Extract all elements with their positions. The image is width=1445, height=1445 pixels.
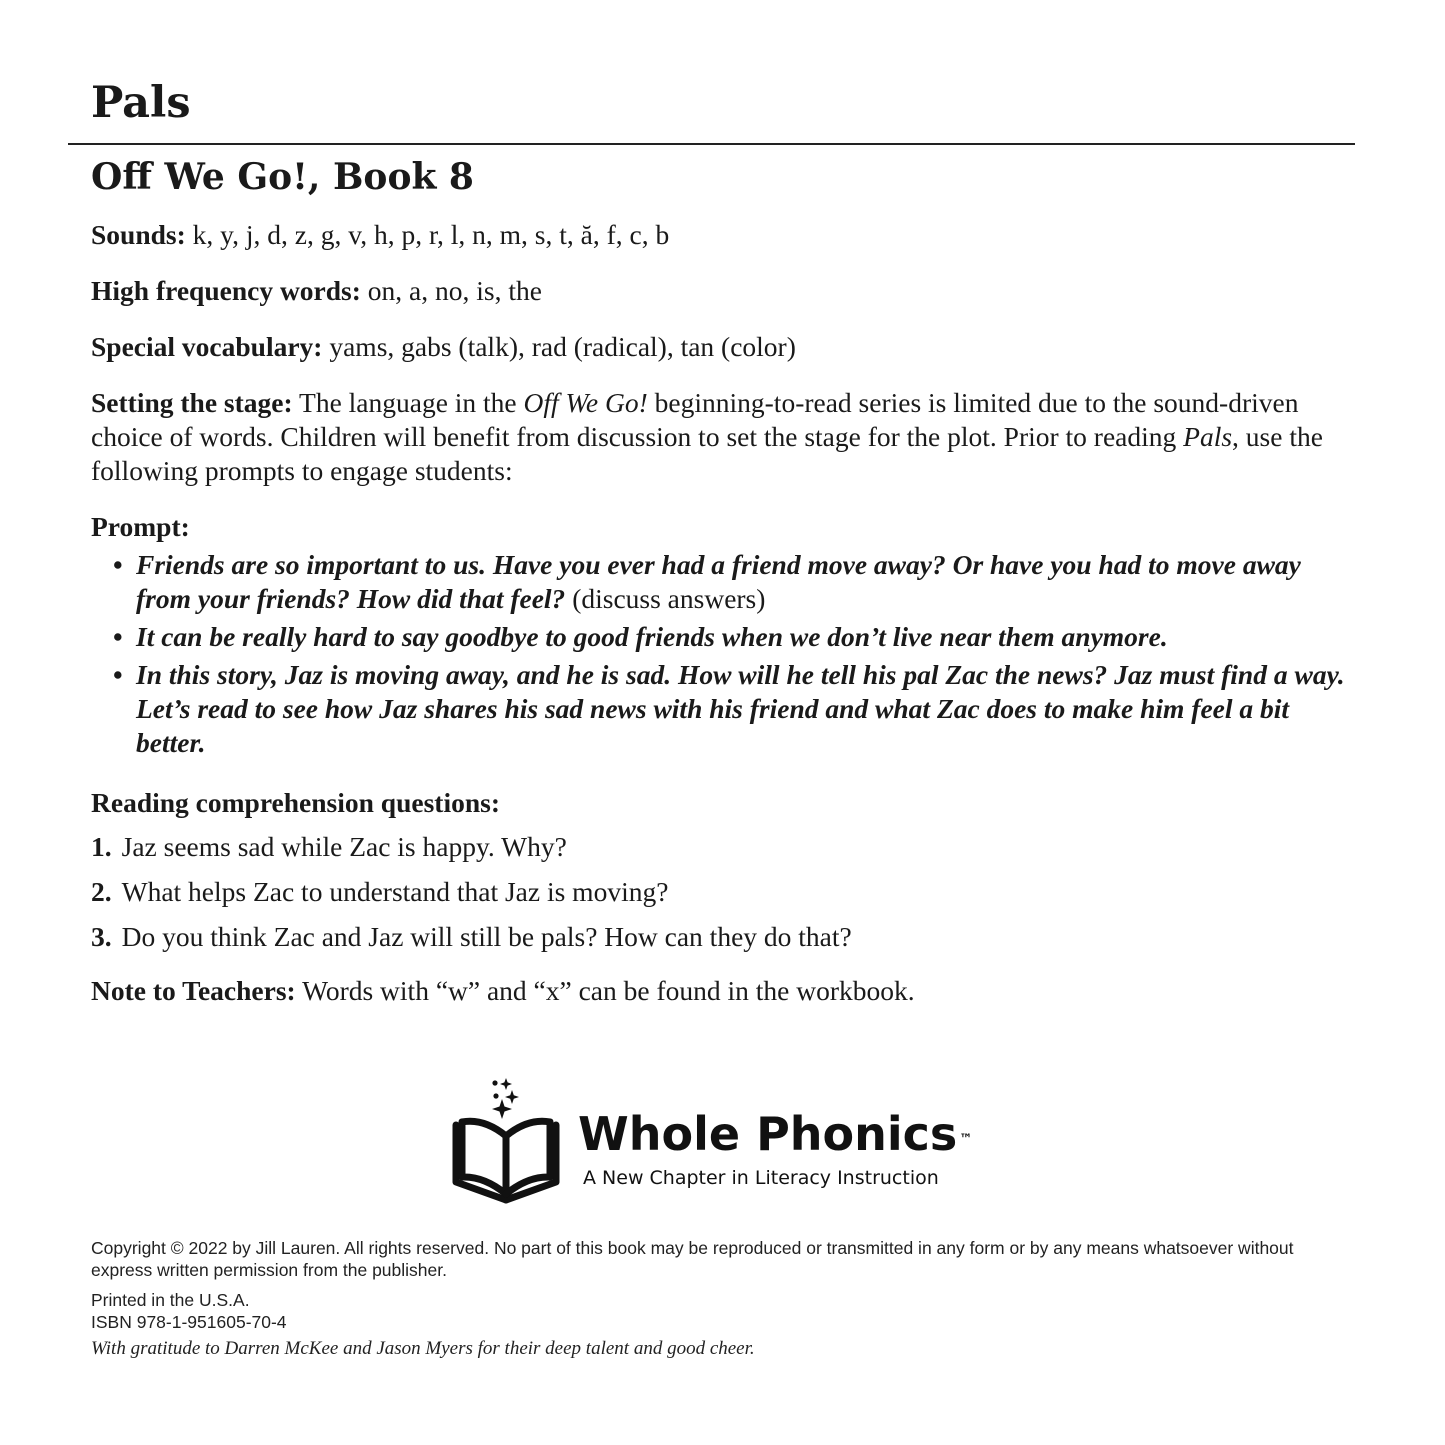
setting-stage-text-3: , use the following prompts to engage students: (91, 421, 1323, 486)
question-item (91, 920, 1351, 954)
question-number: 1. (91, 831, 112, 862)
high-frequency-value: on, a, no, is, the (360, 275, 542, 306)
copyright-text: Copyright © 2022 by Jill Lauren. All rights reserved. No part of this book may be reproduced or transmitted in any form or by any means whatsoever without express written permission from the publisher. (91, 1238, 1294, 1280)
isbn-number: ISBN 978-1-951605-70-4 (91, 1312, 287, 1332)
title-divider (68, 143, 1355, 145)
question-text: Jaz seems sad while Zac is happy. Why? (121, 831, 567, 862)
bullet-icon: • (113, 549, 123, 580)
prompt-item (91, 620, 1351, 654)
comprehension-heading: Reading comprehension questions: (91, 787, 500, 818)
prompt-item (91, 658, 1351, 760)
prompt-list (91, 548, 1351, 760)
setting-stage-label: Setting the stage: (91, 387, 293, 418)
series-title: Off We Go! (523, 387, 648, 418)
teacher-note-label: Note to Teachers: (91, 975, 296, 1006)
gratitude-note: With gratitude to Darren McKee and Jason Myers for their deep talent and good cheer. (91, 1338, 755, 1359)
book-title: Pals (1183, 421, 1233, 452)
page-title: Pals (91, 78, 191, 128)
setting-stage-text-1: The language in the (292, 387, 524, 418)
high-frequency-line (91, 274, 1351, 308)
teacher-note (91, 974, 1351, 1008)
open-book-sparkle-icon (448, 1078, 568, 1208)
sounds-value: k, y, j, d, z, g, v, h, p, r, l, n, m, s, t, ă, f, c, b (185, 219, 670, 250)
question-item (91, 875, 1351, 909)
whole-phonics-logo (448, 1078, 1008, 1208)
prompt-text: In this story, Jaz is moving away, and he is sad. How will he tell his pal Zac the news? Jaz must find a way. Let’s read to see how Jaz shares his sad news with his friend and what Zac does to make him feel a bit better. (136, 659, 1345, 758)
prompt-item (91, 548, 1351, 616)
sounds-label: Sounds: (91, 219, 186, 250)
guide-content (91, 218, 1351, 1008)
teacher-note-text: Words with “w” and “x” can be found in the workbook. (295, 975, 915, 1006)
question-list (91, 830, 1351, 954)
special-vocab-label: Special vocabulary: (91, 331, 323, 362)
prompt-text: It can be really hard to say goodbye to good friends when we don’t live near them anymore. (136, 621, 1168, 652)
trademark-symbol: ™ (959, 1132, 973, 1147)
copyright-footer (91, 1237, 1351, 1361)
special-vocab-value: yams, gabs (talk), rad (radical), tan (color) (322, 331, 796, 362)
question-number: 2. (91, 876, 112, 907)
question-text: What helps Zac to understand that Jaz is moving? (121, 876, 669, 907)
brand-tagline: A New Chapter in Literacy Instruction (583, 1167, 939, 1189)
prompt-heading: Prompt: (91, 511, 190, 542)
question-number: 3. (91, 921, 112, 952)
special-vocab-line (91, 330, 1351, 364)
prompt-note: (discuss answers) (565, 583, 766, 614)
bullet-icon: • (113, 621, 123, 652)
book-subtitle: Off We Go!, Book 8 (91, 156, 474, 198)
question-text: Do you think Zac and Jaz will still be pals? How can they do that? (121, 921, 852, 952)
bullet-icon: • (113, 659, 123, 690)
printed-location: Printed in the U.S.A. (91, 1290, 250, 1310)
setting-stage-text-2: beginning-to-read series is limited due to the sound-driven choice of words. Children will benefit from discussion to set the stage for the plot. Prior to reading (91, 387, 1299, 452)
prompt-text: Friends are so important to us. Have you ever had a friend move away? Or have you had to move away from your friends? How did that feel? (136, 549, 1301, 614)
setting-stage-paragraph (91, 386, 1351, 488)
high-frequency-label: High frequency words: (91, 275, 361, 306)
brand-name-text: Whole Phonics (578, 1107, 958, 1161)
brand-name (578, 1106, 972, 1162)
sounds-line (91, 218, 1351, 252)
question-item (91, 830, 1351, 864)
